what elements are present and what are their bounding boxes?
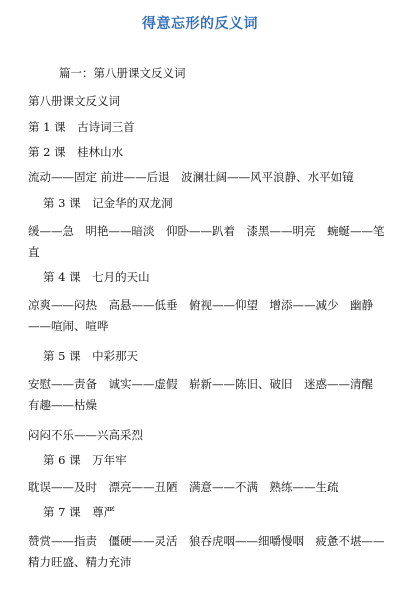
section-heading: 篇一：第八册课文反义词: [59, 66, 186, 80]
lesson-heading-2: 第 2 课 桂林山水: [28, 145, 124, 159]
lesson-heading-1: 第 1 课 古诗词三首: [28, 120, 135, 134]
antonym-line: 赞赏——指责 僵硬——灵活 狼吞虎咽——细嚼慢咽 疲惫不堪——精力旺盛、精力充沛: [28, 534, 385, 569]
antonym-line: 安慰——责备 诚实——虚假 崭新——陈旧、破旧 迷惑——清醒 有趣——枯燥: [28, 377, 385, 412]
antonym-line: 缓——急 明艳——暗淡 仰卧——趴着 漆黑——明亮 蜿蜒——笔直: [28, 224, 385, 259]
lesson-heading-3: 第 3 课 记金华的双龙洞: [43, 196, 173, 210]
page-title: 得意忘形的反义词: [142, 16, 258, 32]
antonym-line: 流动——固定 前进——后退 波澜壮阔——风平浪静、水平如镜: [28, 170, 354, 184]
lesson-heading-6: 第 6 课 万年牢: [43, 453, 127, 467]
subheading: 第八册课文反义词: [28, 94, 120, 108]
lesson-heading-5: 第 5 课 中彩那天: [43, 349, 139, 363]
antonym-line: 耽误——及时 漂亮——丑陋 满意——不满 熟练——生疏: [28, 480, 339, 494]
antonym-line: 闷闷不乐——兴高采烈: [28, 428, 143, 442]
lesson-heading-4: 第 4 课 七月的天山: [43, 270, 150, 284]
lesson-heading-7: 第 7 课 尊严: [43, 505, 116, 519]
antonym-line: 凉爽——闷热 高悬——低垂 俯视——仰望 增添——减少 幽静——喧闹、喧哗: [28, 298, 373, 333]
